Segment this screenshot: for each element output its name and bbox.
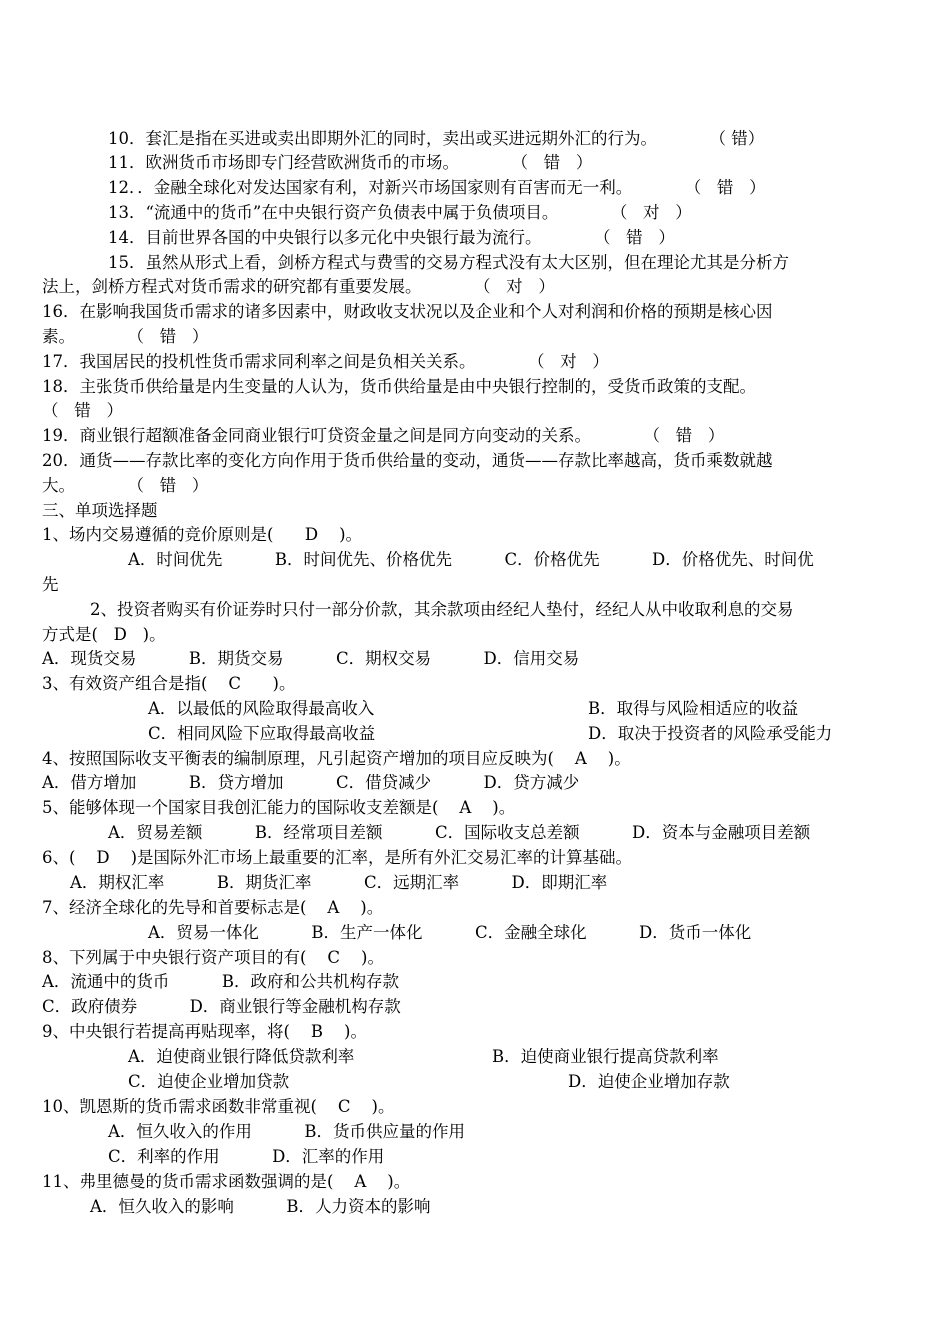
options: A．借方增加 B．贷方增加 C．借贷减少 D．贷方减少 bbox=[42, 773, 580, 792]
options: A．贸易差额 B．经常项目差额 C．国际收支总差额 D．资本与金融项目差额 bbox=[108, 823, 811, 842]
text-line: 15．虽然从形式上看，剑桥方程式与费雪的交易方程式没有太大区别，但在理论尤其是分析方 bbox=[108, 253, 789, 272]
question: 3、有效资产组合是指( C )。 bbox=[42, 674, 296, 693]
text-line: 19．商业银行超额准备金同商业银行叮贷资金量之间是同方向变动的关系。 （ 错 ） bbox=[42, 426, 725, 445]
section-heading: 三、单项选择题 bbox=[42, 501, 158, 520]
question: 4、按照国际收支平衡表的编制原理，凡引起资产增加的项目应反映为( A )。 bbox=[42, 749, 631, 768]
question: 6、( D )是国际外汇市场上最重要的汇率，是所有外汇交易汇率的计算基础。 bbox=[42, 848, 633, 867]
option: D．取决于投资者的风险承受能力 bbox=[588, 724, 833, 743]
options: A．流通中的货币 B．政府和公共机构存款 bbox=[42, 972, 399, 991]
text-line: 先 bbox=[42, 575, 59, 594]
text-line: 素。 （ 错 ） bbox=[42, 327, 209, 346]
text-line: 13．“流通中的货币”在中央银行资产负债表中属于负债项目。 （ 对 ） bbox=[108, 203, 692, 222]
options: C．政府债券 D．商业银行等金融机构存款 bbox=[42, 997, 401, 1016]
text-line: 11．欧洲货币市场即专门经营欧洲货币的市场。 （ 错 ） bbox=[108, 153, 593, 172]
text-line: 10．套汇是指在买进或卖出即期外汇的同时，卖出或买进远期外汇的行为。 （ 错） bbox=[108, 129, 765, 148]
question: 2、投资者购买有价证券时只付一部分价款，其余款项由经纪人垫付，经纪人从中收取利息的交易 bbox=[90, 600, 794, 619]
question: 1、场内交易遵循的竞价原则是( D )。 bbox=[42, 525, 363, 544]
options: A．期权汇率 B．期货汇率 C．远期汇率 D．即期汇率 bbox=[70, 873, 608, 892]
options: C．利率的作用 D．汇率的作用 bbox=[108, 1147, 385, 1166]
options: A．时间优先 B．时间优先、价格优先 C．价格优先 D．价格优先、时间优 bbox=[128, 550, 814, 569]
question: 9、中央银行若提高再贴现率，将( B )。 bbox=[42, 1022, 367, 1041]
text-line: 18．主张货币供给量是内生变量的人认为，货币供给量是由中央银行控制的，受货币政策的支配。 bbox=[42, 377, 756, 396]
text-line: 12．．金融全球化对发达国家有利，对新兴市场国家则有百害而无一利。 （ 错 ） bbox=[108, 178, 766, 197]
options: A．贸易一体化 B．生产一体化 C．金融全球化 D．货币一体化 bbox=[148, 923, 752, 942]
text-line: 大。 （ 错 ） bbox=[42, 476, 209, 495]
text-line: 20．通货——存款比率的变化方向作用于货币供给量的变动，通货——存款比率越高，货币乘数就越 bbox=[42, 451, 773, 470]
option: D．迫使企业增加存款 bbox=[568, 1072, 730, 1091]
options: A．恒久收入的作用 B．货币供应量的作用 bbox=[108, 1122, 465, 1141]
question: 11、弗里德曼的货币需求函数强调的是( A )。 bbox=[42, 1172, 411, 1191]
question: 10、凯恩斯的货币需求函数非常重视( C )。 bbox=[42, 1097, 395, 1116]
option: C．相同风险下应取得最高收益 bbox=[148, 724, 376, 743]
text-line: 14．目前世界各国的中央银行以多元化中央银行最为流行。 （ 错 ） bbox=[108, 228, 675, 247]
question: 8、下列属于中央银行资产项目的有( C )。 bbox=[42, 948, 384, 967]
option: C．迫使企业增加贷款 bbox=[128, 1072, 290, 1091]
question: 7、经济全球化的先导和首要标志是( A )。 bbox=[42, 898, 384, 917]
text-line: 17．我国居民的投机性货币需求同利率之间是负相关关系。 （ 对 ） bbox=[42, 352, 609, 371]
option: B．取得与风险相适应的收益 bbox=[588, 699, 799, 718]
options: A．现货交易 B．期货交易 C．期权交易 D．信用交易 bbox=[42, 649, 580, 668]
question: 5、能够体现一个国家目我创汇能力的国际收支差额是( A )。 bbox=[42, 798, 516, 817]
options: A．恒久收入的影响 B．人力资本的影响 bbox=[90, 1197, 431, 1216]
option: B．迫使商业银行提高贷款利率 bbox=[492, 1047, 719, 1066]
text-line: （ 错 ） bbox=[42, 401, 123, 420]
text-line: 方式是( D )。 bbox=[42, 625, 166, 644]
text-line: 法上，剑桥方程式对货币需求的研究都有重要发展。 （ 对 ） bbox=[42, 277, 555, 296]
text-line: 16．在影响我国货币需求的诸多因素中，财政收支状况以及企业和个人对利润和价格的预期是核心因 bbox=[42, 302, 773, 321]
option: A．迫使商业银行降低贷款利率 bbox=[128, 1047, 355, 1066]
option: A．以最低的风险取得最高收入 bbox=[148, 699, 375, 718]
